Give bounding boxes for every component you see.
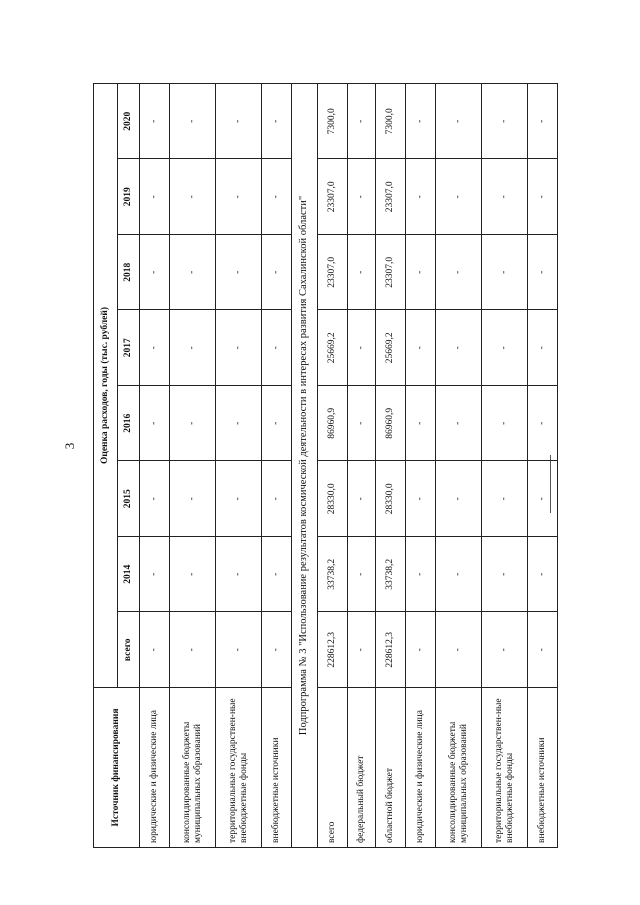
cell-value: - [216,159,262,235]
cell-value: - [528,310,558,386]
cell-value: - [140,537,170,613]
table-row [262,84,292,848]
header-source: Источник финансирования [94,688,140,848]
row-label: консолидированные бюджеты муниципальных образований [436,688,482,848]
cell-value: - [406,159,436,235]
cell-value: - [482,612,528,688]
cell-value: - [216,235,262,311]
cell-value: - [140,461,170,537]
row-label: внебюджетные источники [528,688,558,848]
cell-value: - [170,310,216,386]
cell-value: - [348,612,376,688]
cell-value: - [436,84,482,160]
cell-value: 228612,3 [376,612,406,688]
cell-value: - [262,235,292,311]
cell-value: - [140,386,170,462]
cell-value: - [406,235,436,311]
row-label: консолидированные бюджеты муниципальных образований [170,688,216,848]
cell-value: - [482,159,528,235]
cell-value: 86960,9 [376,386,406,462]
year-header: 2014 [118,537,140,613]
table-row [436,84,482,848]
cell-value: 25669,2 [376,310,406,386]
cell-value: 25669,2 [318,310,348,386]
cell-value: 33738,2 [318,537,348,613]
cell-value: 23307,0 [318,159,348,235]
cell-value: - [170,612,216,688]
table-row [376,84,406,848]
cell-value: - [436,159,482,235]
cell-value: - [170,235,216,311]
cell-value: - [262,386,292,462]
cell-value: 7300,0 [318,84,348,160]
cell-value: - [482,461,528,537]
cell-value: 86960,9 [318,386,348,462]
cell-value: 7300,0 [376,84,406,160]
cell-value: - [262,612,292,688]
row-label: областной бюджет [376,688,406,848]
cell-value: - [528,235,558,311]
year-header: всего [118,612,140,688]
table-row [482,84,528,848]
year-header: 2020 [118,84,140,160]
cell-value: 23307,0 [376,159,406,235]
cell-value: - [482,84,528,160]
cell-value: - [140,235,170,311]
table-row [348,84,376,848]
cell-value: 23307,0 [376,235,406,311]
row-label: юридические и физические лица [406,688,436,848]
cell-value: - [436,235,482,311]
cell-value: 228612,3 [318,612,348,688]
cell-value: - [482,386,528,462]
cell-value: - [348,310,376,386]
row-label: внебюджетные источники [262,688,292,848]
cell-value: - [482,235,528,311]
subprogram-title: Подпрограмма № 3 "Использование результатов космической деятельности в интересах развития Сахалинской области" [292,84,318,848]
cell-value: - [170,537,216,613]
cell-value: - [216,537,262,613]
cell-value: - [216,612,262,688]
cell-value: - [482,537,528,613]
cell-value: - [262,310,292,386]
table-row [318,84,348,848]
table-row [528,84,558,848]
cell-value: - [170,461,216,537]
cell-value: - [348,386,376,462]
cell-value: - [348,159,376,235]
header-expenses: Оценка расходов, годы (тыс. рублей) [94,84,118,688]
cell-value: - [528,537,558,613]
cell-value: - [436,310,482,386]
cell-value: - [406,386,436,462]
table-row [170,84,216,848]
cell-value: - [216,386,262,462]
table-row [140,84,170,848]
funding-table [93,83,558,848]
page-number: 3 [62,442,77,450]
cell-value: - [348,537,376,613]
cell-value: - [348,461,376,537]
cell-value: - [436,612,482,688]
cell-value: - [436,386,482,462]
cell-value: - [170,386,216,462]
row-label: юридические и физические лица [140,688,170,848]
cell-value: - [348,84,376,160]
cell-value: 28330,0 [318,461,348,537]
cell-value: - [140,612,170,688]
year-header: 2018 [118,235,140,311]
cell-value: - [348,235,376,311]
cell-value: - [262,537,292,613]
cell-value: - [262,461,292,537]
year-header: 2016 [118,386,140,462]
row-label: федеральный бюджет [348,688,376,848]
cell-value: - [528,386,558,462]
year-header: 2019 [118,159,140,235]
cell-value: - [216,310,262,386]
cell-value: - [216,84,262,160]
rotated-table-block [93,83,548,848]
row-label: территориальные государствен-ные внебюджетные фонды [482,688,528,848]
cell-value: - [406,461,436,537]
cell-value: - [528,84,558,160]
table-body-bottom [318,84,558,848]
table-row [406,84,436,848]
cell-value: - [262,84,292,160]
cell-value: - [406,612,436,688]
cell-value: - [528,461,558,537]
cell-value: - [482,310,528,386]
cell-value: 33738,2 [376,537,406,613]
cell-value: 28330,0 [376,461,406,537]
year-header: 2017 [118,310,140,386]
table-row [216,84,262,848]
table-body-top [140,84,292,848]
cell-value: - [170,84,216,160]
cell-value: - [406,537,436,613]
cell-value: - [262,159,292,235]
cell-value: - [170,159,216,235]
cell-value: - [528,612,558,688]
year-header: 2015 [118,461,140,537]
cell-value: - [436,537,482,613]
cell-value: - [216,461,262,537]
cell-value: - [406,84,436,160]
row-label: всего [318,688,348,848]
cell-value: - [140,159,170,235]
cell-value: - [528,159,558,235]
cell-value: - [436,461,482,537]
row-label: территориальные государствен-ные внебюджетные фонды [216,688,262,848]
cell-value: 23307,0 [318,235,348,311]
cell-value: - [140,84,170,160]
cell-value: - [406,310,436,386]
cell-value: - [140,310,170,386]
